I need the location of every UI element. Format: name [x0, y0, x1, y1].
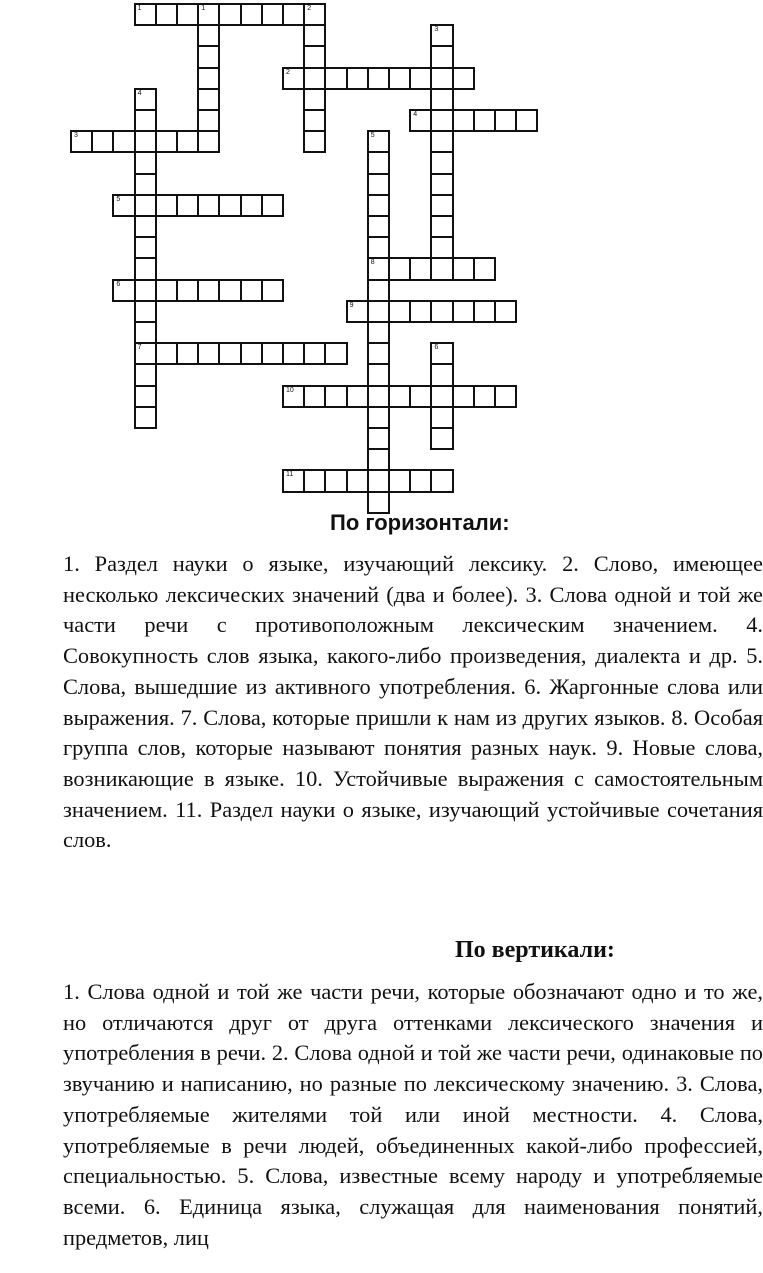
crossword-cell [176, 3, 199, 26]
crossword-cell [134, 300, 157, 323]
crossword-cell [261, 342, 284, 365]
crossword-cell [91, 130, 114, 153]
crossword-cell [261, 194, 284, 217]
crossword-cell [367, 321, 390, 344]
crossword-cell [452, 257, 475, 280]
crossword-cell [430, 151, 453, 174]
crossword-cell [134, 385, 157, 408]
cell-number: 8 [370, 259, 375, 267]
cell-number: 3 [434, 26, 439, 34]
crossword-cell [473, 385, 496, 408]
crossword-cell [134, 3, 157, 26]
crossword-cell [388, 257, 411, 280]
crossword-cell [409, 385, 432, 408]
crossword-cell [430, 257, 453, 280]
crossword-cell [367, 342, 390, 365]
crossword-cell [452, 67, 475, 90]
crossword-cell [367, 300, 390, 323]
crossword-cell [324, 385, 347, 408]
crossword-cell [367, 406, 390, 429]
crossword-cell [367, 279, 390, 302]
crossword-cell [197, 67, 220, 90]
crossword-cell [430, 194, 453, 217]
crossword-cell [112, 279, 135, 302]
crossword-cell [155, 130, 178, 153]
crossword-cell [134, 88, 157, 111]
cell-number: 6 [116, 280, 121, 288]
crossword-cell [197, 130, 220, 153]
crossword-cell [324, 469, 347, 492]
crossword-cell [303, 385, 326, 408]
crossword-cell [240, 342, 263, 365]
crossword-cell [430, 88, 453, 111]
crossword-cell [409, 469, 432, 492]
crossword-cell [197, 109, 220, 132]
cell-number: 4 [137, 89, 142, 97]
crossword-cell [430, 130, 453, 153]
crossword-cell [430, 109, 453, 132]
crossword-cell [303, 109, 326, 132]
crossword-cell [303, 342, 326, 365]
crossword-cell [473, 109, 496, 132]
crossword-cell [240, 279, 263, 302]
cell-number: 9 [349, 301, 354, 309]
crossword-cell [452, 385, 475, 408]
crossword-cell [494, 109, 517, 132]
crossword-cell [303, 45, 326, 68]
crossword-cell [134, 151, 157, 174]
crossword-cell [430, 469, 453, 492]
crossword-cell [197, 3, 220, 26]
crossword-cell [430, 215, 453, 238]
crossword-cell [134, 279, 157, 302]
crossword-cell [282, 342, 305, 365]
crossword-cell [430, 45, 453, 68]
crossword-cell [346, 385, 369, 408]
crossword-cell [218, 342, 241, 365]
crossword-cell [112, 130, 135, 153]
crossword-cell [473, 300, 496, 323]
crossword-cell [430, 173, 453, 196]
crossword-cell [515, 109, 538, 132]
crossword-cell [155, 342, 178, 365]
cell-number: 4 [413, 111, 418, 118]
crossword-cell [134, 173, 157, 196]
crossword-cell [261, 279, 284, 302]
cell-number: 5 [116, 195, 121, 203]
cell-number: 10 [286, 386, 294, 394]
crossword-cell [388, 300, 411, 323]
crossword-cell [240, 3, 263, 26]
horizontal-clues: 1. Раздел науки о языке, изучающий лексику. 2. Слово, имеющее несколько лексических значений (два и более). 3. Слова одной и той же части речи с противоположным лексическим значением. 4. Совокупность слов языка, какого-либо произведения, диалекта и др. 5. Слова, вышедшие из активного употребления. 6. Жаргонные слова или выражения. 7. Слова, которые пришли к нам из других языков. 8. Особая группа слов, которые называют понятия разных наук. 9. Новые слова, возникающие в языке. 10. Устойчивые выражения с самостоятельным значением. 11. Раздел науки о языке, изучающий устойчивые сочетания слов. [63, 551, 763, 853]
crossword-cell [430, 406, 453, 429]
crossword-cell [367, 67, 390, 90]
crossword-cell [430, 67, 453, 90]
crossword-cell [134, 321, 157, 344]
horizontal-heading: По горизонтали: [330, 510, 510, 535]
crossword-cell [134, 342, 157, 365]
crossword-cell [430, 24, 453, 47]
crossword-cell [218, 194, 241, 217]
crossword-cell [282, 67, 305, 90]
crossword-cell [409, 67, 432, 90]
crossword-cell [218, 279, 241, 302]
crossword-cell [303, 3, 326, 26]
crossword-cell [452, 300, 475, 323]
cell-number: 5 [370, 132, 375, 140]
crossword-cell [134, 130, 157, 153]
crossword-cell [134, 215, 157, 238]
crossword-cell [70, 130, 93, 153]
crossword-cell [346, 67, 369, 90]
crossword-cell [430, 300, 453, 323]
crossword-cell [303, 88, 326, 111]
crossword-cell [367, 215, 390, 238]
crossword-cell [176, 279, 199, 302]
vertical-heading: По вертикали: [455, 937, 615, 963]
crossword-cell [409, 257, 432, 280]
crossword-cell [303, 24, 326, 47]
crossword-cell [303, 469, 326, 492]
crossword-cell [367, 385, 390, 408]
crossword-cell [282, 3, 305, 26]
crossword-cell [176, 130, 199, 153]
crossword-cell [218, 3, 241, 26]
crossword-cell [155, 194, 178, 217]
cell-number: 2 [286, 68, 290, 76]
crossword-cell [367, 448, 390, 471]
crossword-cell [155, 279, 178, 302]
crossword-cell [367, 194, 390, 217]
crossword-cell [197, 194, 220, 217]
vertical-clues: 1. Слова одной и той же части речи, которые обозначают одно и то же, но отличаются друг от друга оттенками лексического значения и употребления в речи. 2. Слова одной и той же части речи, одинаковые по звучанию и написанию, но разные по лексическому значению. 3. Слова, употребляемые жителями той или иной местности. 4. Слова, употребляемые в речи людей, объединенных какой-либо профессией, специальностью. 5. Слова, известные всему народу и употребляемые всеми. 6. Единица языка, служащая для наименования понятий, предметов, лиц [63, 979, 763, 1250]
crossword-cell [367, 236, 390, 259]
crossword-cell [261, 3, 284, 26]
crossword-cell [134, 406, 157, 429]
cell-number: 2 [307, 5, 312, 12]
crossword-cell [494, 300, 517, 323]
cell-number: 7 [137, 344, 142, 352]
crossword-cell [134, 257, 157, 280]
crossword-cell [388, 385, 411, 408]
crossword-cell [430, 385, 453, 408]
crossword-cell [367, 130, 390, 153]
crossword-cell [303, 130, 326, 153]
crossword-cell [367, 363, 390, 386]
crossword-cell [197, 45, 220, 68]
cell-number: 11 [286, 471, 294, 479]
crossword-cell [409, 300, 432, 323]
crossword-cell [282, 385, 305, 408]
crossword-cell [324, 342, 347, 365]
cell-number: 1 [201, 5, 206, 12]
crossword-cell [452, 109, 475, 132]
cell-number: 3 [74, 132, 78, 140]
crossword-cell [197, 279, 220, 302]
crossword-cell [197, 24, 220, 47]
crossword-cell [430, 363, 453, 386]
cell-number: 1 [137, 5, 142, 12]
crossword-cell [346, 469, 369, 492]
crossword-cell [388, 67, 411, 90]
crossword-cell [303, 67, 326, 90]
crossword-cell [409, 109, 432, 132]
cell-number: 6 [434, 344, 439, 352]
crossword-cell [197, 88, 220, 111]
crossword-grid [0, 0, 763, 490]
crossword-cell [367, 257, 390, 280]
crossword-cell [473, 257, 496, 280]
crossword-cell [430, 427, 453, 450]
crossword-cell [197, 342, 220, 365]
crossword-cell [367, 427, 390, 450]
crossword-cell [324, 67, 347, 90]
crossword-cell [367, 151, 390, 174]
crossword-cell [430, 342, 453, 365]
crossword-cell [367, 469, 390, 492]
crossword-cell [240, 194, 263, 217]
crossword-cell [346, 300, 369, 323]
crossword-cell [155, 3, 178, 26]
crossword-cell [367, 173, 390, 196]
crossword-cell [282, 469, 305, 492]
crossword-cell [134, 363, 157, 386]
crossword-cell [134, 194, 157, 217]
crossword-cell [134, 109, 157, 132]
crossword-cell [430, 236, 453, 259]
crossword-cell [494, 385, 517, 408]
crossword-cell [176, 342, 199, 365]
crossword-cell [388, 469, 411, 492]
crossword-cell [134, 236, 157, 259]
crossword-cell [176, 194, 199, 217]
crossword-cell [112, 194, 135, 217]
